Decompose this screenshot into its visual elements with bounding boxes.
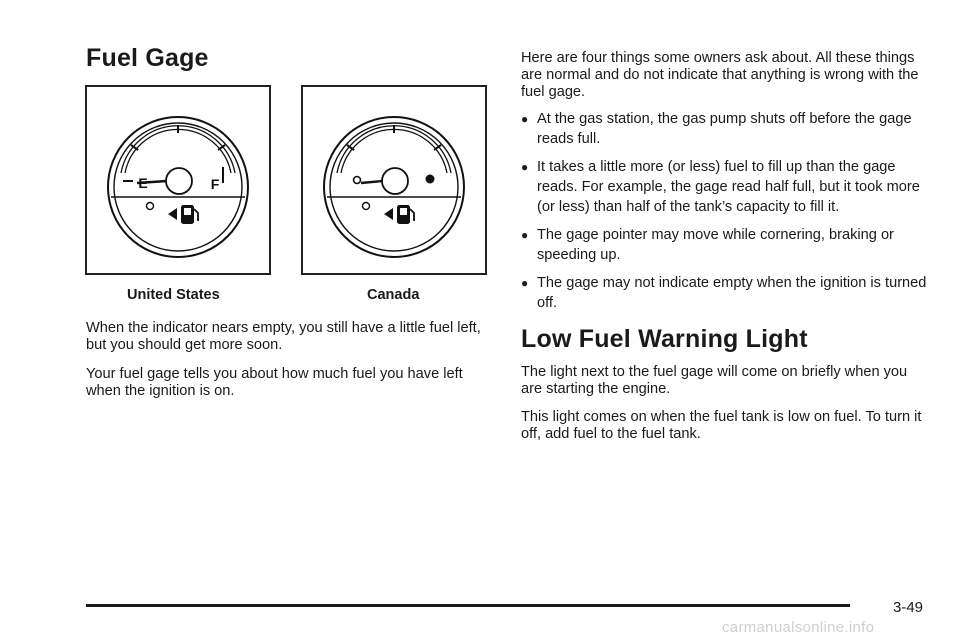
page-number: 3-49 (893, 599, 924, 616)
right-paragraph-2: This light comes on when the fuel tank is low on fuel. To turn it off, add fuel to the fuel tank. (521, 409, 922, 442)
list-item (521, 225, 931, 265)
bullet-icon: ● (521, 228, 529, 242)
caption-canada: Canada (367, 287, 420, 303)
canada-gauge-svg (303, 87, 485, 273)
low-fuel-light-icon (363, 203, 370, 210)
bullet-text: At the gas station, the gas pump shuts off before the gage reads full. (537, 111, 912, 147)
left-paragraph-2: Your fuel gage tells you about how much fuel you have left when the ignition is on. (86, 366, 463, 399)
caption-united-states: United States (127, 287, 220, 303)
empty-marker-icon (354, 177, 361, 184)
footer-rule (86, 604, 850, 607)
gauge-full-label: F (210, 176, 220, 192)
left-paragraph-1: When the indicator nears empty, you still have a little fuel left, but you should get more soon. (86, 320, 481, 353)
list-item (521, 273, 931, 313)
list-item (521, 109, 931, 149)
bullet-text: The gage may not indicate empty when the ignition is turned off. (537, 275, 927, 311)
low-fuel-light-icon (147, 203, 154, 210)
full-marker-icon (426, 175, 435, 184)
list-item (521, 157, 931, 217)
bullet-list (521, 109, 931, 321)
right-paragraph-1: The light next to the fuel gage will come on briefly when you are starting the engine. (521, 364, 908, 397)
us-gauge-svg (87, 87, 269, 273)
fuel-pump-icon (168, 205, 198, 224)
watermark-text: carmanualsonline.info (722, 619, 875, 636)
bullet-icon: ● (521, 112, 529, 126)
page-title: Fuel Gage (86, 44, 209, 72)
us-fuel-gauge-illustration (85, 85, 271, 275)
canada-fuel-gauge-illustration (301, 85, 487, 275)
gauge-empty-label: E (138, 175, 148, 191)
bullet-text: It takes a little more (or less) fuel to fill up than the gage reads. For example, the gage read half full, but it took more (or less) than half of the tank’s capacity to fill it. (537, 159, 920, 215)
bullet-icon: ● (521, 160, 529, 174)
right-intro-paragraph: Here are four things some owners ask about. All these things are normal and do not indicate that anything is wrong with the fuel gage. (521, 50, 919, 100)
fuel-pump-icon (384, 205, 414, 224)
bullet-text: The gage pointer may move while cornering, braking or speeding up. (537, 227, 894, 263)
bullet-icon: ● (521, 276, 529, 290)
section-heading-low-fuel: Low Fuel Warning Light (521, 325, 808, 353)
